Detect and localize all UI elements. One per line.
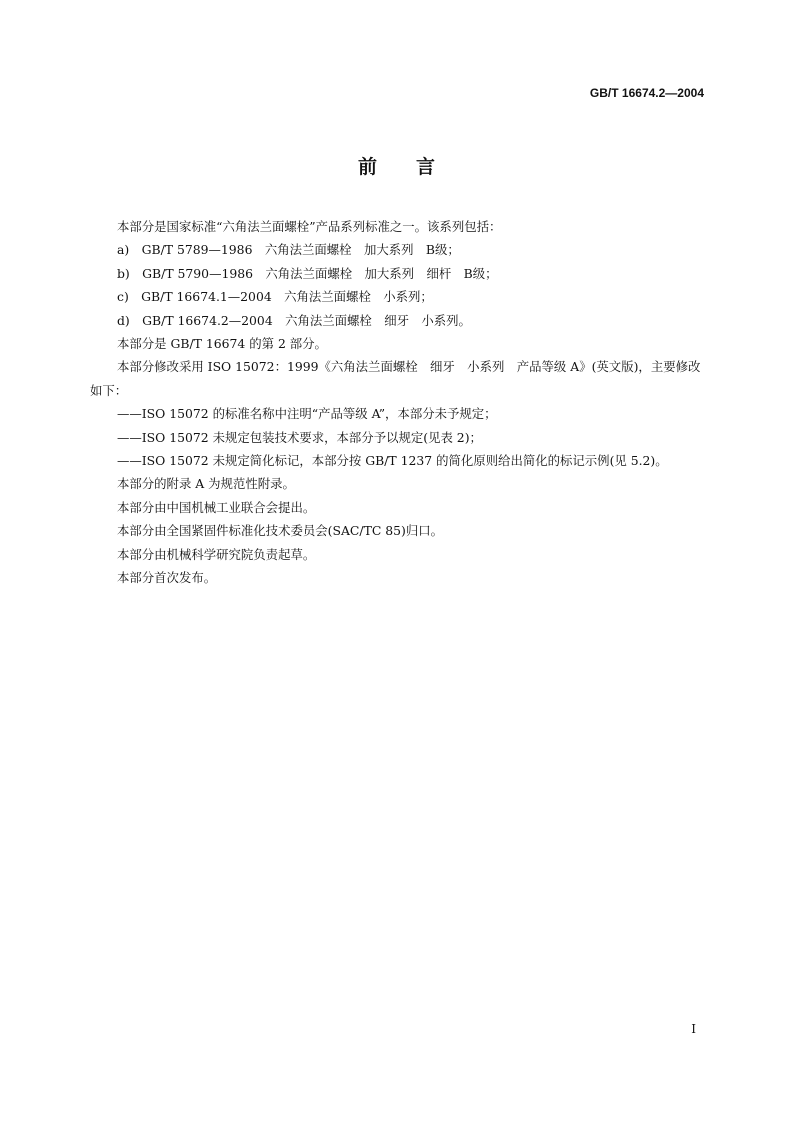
list-item-c: c) GB/T 16674.1—2004 六角法兰面螺栓 小系列； [117,289,433,305]
modification-item-2: ——ISO 15072 未规定包装技术要求，本部分予以规定(见表 2)； [117,429,482,445]
paragraph-centralized-by: 本部分由全国紧固件标准化技术委员会(SAC/TC 85)归口。 [117,523,444,539]
list-item-d: d) GB/T 16674.2—2004 六角法兰面螺栓 细牙 小系列。 [117,312,471,328]
paragraph-annex: 本部分的附录 A 为规范性附录。 [117,476,295,492]
list-item-b: b) GB/T 5790—1986 六角法兰面螺栓 加大系列 细杆 B级； [117,265,498,281]
page-title [0,152,794,179]
paragraph-drafted-by: 本部分由机械科学研究院负责起草。 [117,546,316,562]
paragraph-modification: 本部分修改采用 ISO 15072：1999《六角法兰面螺栓 细牙 小系列 产品等级 A》(英文版)，主要修改如下： [90,359,701,398]
foreword-body [90,215,704,590]
title-char-2: 言 [416,156,437,178]
standard-code: GB/T 16674.2—2004 [589,86,704,100]
paragraph-proposed-by: 本部分由中国机械工业联合会提出。 [117,499,316,515]
paragraph-part-number: 本部分是 GB/T 16674 的第 2 部分。 [117,336,327,352]
modification-item-1: ——ISO 15072 的标准名称中注明“产品等级 A”，本部分未予规定； [117,406,497,422]
list-item-a: a) GB/T 5789—1986 六角法兰面螺栓 加大系列 B级； [117,242,460,258]
paragraph-first-release: 本部分首次发布。 [117,570,217,586]
paragraph-intro: 本部分是国家标准“六角法兰面螺栓”产品系列标准之一。该系列包括： [117,219,502,234]
title-char-1: 前 [357,156,378,178]
page-number: I [691,1022,696,1036]
modification-item-3: ——ISO 15072 未规定简化标记，本部分按 GB/T 1237 的简化原则给出简化的标记示例(见 5.2)。 [117,453,668,469]
